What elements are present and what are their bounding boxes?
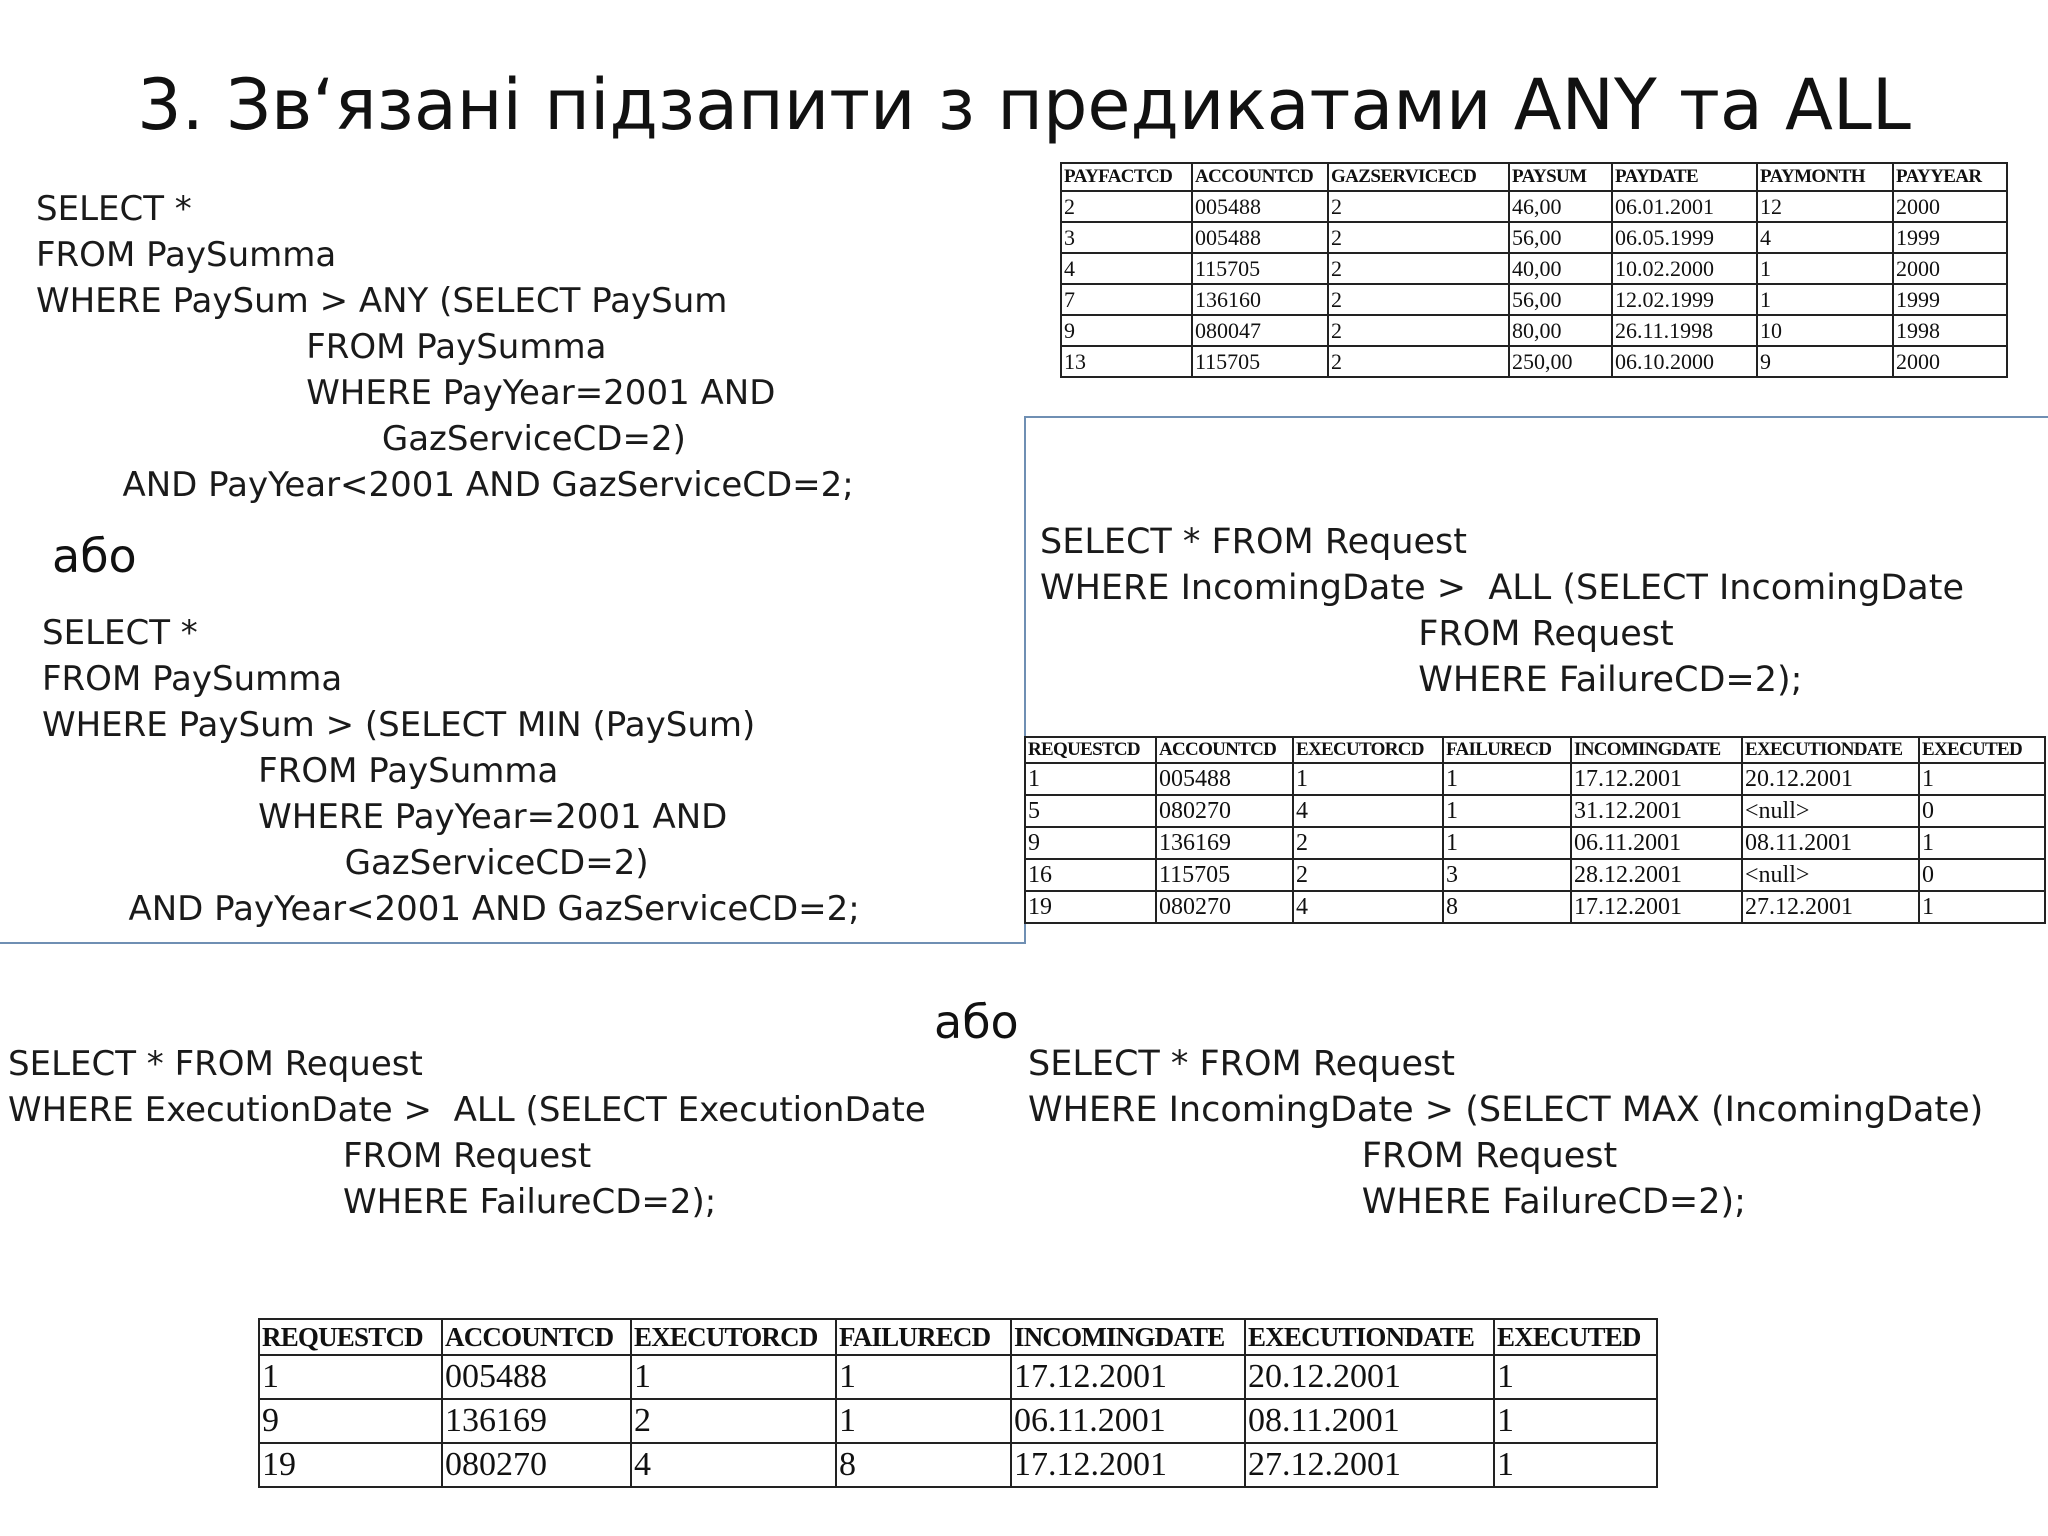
table-cell: 4 <box>631 1443 836 1487</box>
table-cell: 115705 <box>1192 253 1328 284</box>
table-cell: 005488 <box>1156 763 1293 795</box>
table-cell: 08.11.2001 <box>1742 827 1919 859</box>
table-cell: 06.10.2000 <box>1612 346 1757 377</box>
code-line: SELECT * FROM Request <box>8 1044 423 1084</box>
table-cell: 1 <box>1919 763 2045 795</box>
table-cell: 1 <box>631 1355 836 1399</box>
table-cell: 2000 <box>1893 346 2007 377</box>
code-line: FROM PaySumma <box>36 327 607 367</box>
table-cell: 1 <box>836 1399 1011 1443</box>
code-line: WHERE PayYear=2001 AND <box>36 373 776 413</box>
column-header: PAYSUM <box>1509 163 1612 191</box>
query-max <box>1028 1042 1983 1226</box>
column-header: EXECUTED <box>1494 1319 1657 1355</box>
table-cell: 1 <box>1494 1443 1657 1487</box>
table-cell: 9 <box>1025 827 1156 859</box>
table-cell: 3 <box>1061 222 1192 253</box>
column-header: REQUESTCD <box>1025 737 1156 763</box>
table-cell: 5 <box>1025 795 1156 827</box>
code-line: WHERE IncomingDate > ALL (SELECT IncomingDate <box>1040 568 1964 608</box>
table-cell: 06.11.2001 <box>1571 827 1742 859</box>
table-cell: 2 <box>1328 346 1509 377</box>
column-header: EXECUTIONDATE <box>1245 1319 1494 1355</box>
table-row <box>1061 222 2007 253</box>
table-cell: 136169 <box>1156 827 1293 859</box>
code-line: FROM PaySumma <box>42 659 343 699</box>
table-row <box>1025 859 2045 891</box>
code-line: WHERE IncomingDate > (SELECT MAX (IncomingDate) <box>1028 1090 1984 1130</box>
table-cell: 19 <box>259 1443 442 1487</box>
table-cell: 2 <box>1293 859 1443 891</box>
table-cell: 10 <box>1757 315 1893 346</box>
column-header: ACCOUNTCD <box>1156 737 1293 763</box>
table-cell: 40,00 <box>1509 253 1612 284</box>
code-line: FROM Request <box>8 1136 592 1176</box>
table-cell: 31.12.2001 <box>1571 795 1742 827</box>
table-cell: 06.11.2001 <box>1011 1399 1245 1443</box>
table-cell: 06.01.2001 <box>1612 191 1757 222</box>
code-line: WHERE FailureCD=2); <box>8 1182 717 1222</box>
table-row <box>1061 346 2007 377</box>
table-cell: 1 <box>1494 1355 1657 1399</box>
column-header: GAZSERVICECD <box>1328 163 1509 191</box>
table-cell: 080270 <box>442 1443 631 1487</box>
request-table-1 <box>1024 736 2046 924</box>
table-cell: 2000 <box>1893 191 2007 222</box>
table-cell: 4 <box>1757 222 1893 253</box>
table-cell: 2 <box>1328 222 1509 253</box>
table-cell: 17.12.2001 <box>1571 891 1742 923</box>
table-cell: 250,00 <box>1509 346 1612 377</box>
code-line: SELECT * <box>36 189 192 229</box>
table-cell: 56,00 <box>1509 284 1612 315</box>
table-cell: 20.12.2001 <box>1742 763 1919 795</box>
table-cell: 8 <box>836 1443 1011 1487</box>
table-cell: 17.12.2001 <box>1571 763 1742 795</box>
table-cell: 0 <box>1919 859 2045 891</box>
table-cell: 136169 <box>442 1399 631 1443</box>
table-cell: 1 <box>836 1355 1011 1399</box>
table-cell: 27.12.2001 <box>1245 1443 1494 1487</box>
column-header: EXECUTED <box>1919 737 2045 763</box>
code-line: FROM Request <box>1028 1136 1618 1176</box>
table-cell: 10.02.2000 <box>1612 253 1757 284</box>
table-cell: <null> <box>1742 859 1919 891</box>
table-row <box>259 1443 1657 1487</box>
table-cell: 136160 <box>1192 284 1328 315</box>
query-all-incoming <box>1040 518 1964 702</box>
table-header-row <box>259 1319 1657 1355</box>
code-line: AND PayYear<2001 AND GazServiceCD=2; <box>36 465 854 505</box>
code-line: WHERE ExecutionDate > ALL (SELECT ExecutionDate <box>8 1090 926 1130</box>
table-cell: 56,00 <box>1509 222 1612 253</box>
column-header: PAYMONTH <box>1757 163 1893 191</box>
slide-title: 3. Зв‘язані підзапити з предикатами ANY та ALL <box>137 64 1911 146</box>
table-cell: 080047 <box>1192 315 1328 346</box>
table-cell: 12 <box>1757 191 1893 222</box>
table-header-row <box>1061 163 2007 191</box>
table-cell: 2 <box>1328 284 1509 315</box>
request-table-2 <box>258 1318 1658 1488</box>
column-header: ACCOUNTCD <box>1192 163 1328 191</box>
table-cell: 0 <box>1919 795 2045 827</box>
table-cell: 17.12.2001 <box>1011 1355 1245 1399</box>
table-cell: 9 <box>1061 315 1192 346</box>
column-header: INCOMINGDATE <box>1571 737 1742 763</box>
code-line: GazServiceCD=2) <box>42 843 649 883</box>
table-cell: 12.02.1999 <box>1612 284 1757 315</box>
table-cell: 1 <box>1757 284 1893 315</box>
query-all-execution <box>8 1042 926 1226</box>
table-cell: 9 <box>259 1399 442 1443</box>
code-line: WHERE FailureCD=2); <box>1040 660 1803 700</box>
query-min <box>42 610 860 932</box>
table-cell: 2 <box>1061 191 1192 222</box>
table-cell: 2 <box>1328 315 1509 346</box>
table-cell: 2 <box>631 1399 836 1443</box>
column-header: INCOMINGDATE <box>1011 1319 1245 1355</box>
table-cell: 1 <box>1293 763 1443 795</box>
table-cell: 28.12.2001 <box>1571 859 1742 891</box>
query-any <box>36 186 854 508</box>
table-cell: 4 <box>1293 795 1443 827</box>
column-header: PAYDATE <box>1612 163 1757 191</box>
connector-or-1: або <box>52 529 137 583</box>
table-row <box>259 1355 1657 1399</box>
code-line: FROM Request <box>1040 614 1674 654</box>
table-cell: 80,00 <box>1509 315 1612 346</box>
code-line: WHERE PaySum > (SELECT MIN (PaySum) <box>42 705 756 745</box>
column-header: EXECUTIONDATE <box>1742 737 1919 763</box>
table-cell: 1 <box>1919 827 2045 859</box>
code-line: FROM PaySumma <box>42 751 559 791</box>
table-cell: 2 <box>1328 191 1509 222</box>
table-cell: 7 <box>1061 284 1192 315</box>
table-row <box>1061 191 2007 222</box>
table-cell: 005488 <box>442 1355 631 1399</box>
code-line: WHERE FailureCD=2); <box>1028 1182 1746 1222</box>
connector-or-2: або <box>934 995 1019 1049</box>
column-header: ACCOUNTCD <box>442 1319 631 1355</box>
paysumma-table <box>1060 162 2008 378</box>
table-cell: 1 <box>1494 1399 1657 1443</box>
table-cell: 1998 <box>1893 315 2007 346</box>
column-header: EXECUTORCD <box>1293 737 1443 763</box>
table-cell: <null> <box>1742 795 1919 827</box>
code-line: SELECT * FROM Request <box>1028 1044 1456 1084</box>
table-cell: 2 <box>1293 827 1443 859</box>
table-cell: 13 <box>1061 346 1192 377</box>
table-cell: 1 <box>1443 827 1571 859</box>
table-row <box>1061 315 2007 346</box>
table-cell: 9 <box>1757 346 1893 377</box>
table-cell: 3 <box>1443 859 1571 891</box>
table-cell: 08.11.2001 <box>1245 1399 1494 1443</box>
table-cell: 005488 <box>1192 191 1328 222</box>
table-cell: 4 <box>1061 253 1192 284</box>
table-cell: 080270 <box>1156 891 1293 923</box>
code-line: SELECT * FROM Request <box>1040 522 1468 562</box>
table-cell: 17.12.2001 <box>1011 1443 1245 1487</box>
table-cell: 06.05.1999 <box>1612 222 1757 253</box>
table-cell: 2 <box>1328 253 1509 284</box>
column-header: EXECUTORCD <box>631 1319 836 1355</box>
table-row <box>1025 795 2045 827</box>
column-header: FAILURECD <box>1443 737 1571 763</box>
code-line: WHERE PaySum > ANY (SELECT PaySum <box>36 281 728 321</box>
table-cell: 46,00 <box>1509 191 1612 222</box>
table-cell: 8 <box>1443 891 1571 923</box>
code-line: WHERE PayYear=2001 AND <box>42 797 728 837</box>
code-line: AND PayYear<2001 AND GazServiceCD=2; <box>42 889 860 929</box>
table-cell: 1 <box>259 1355 442 1399</box>
table-row <box>1025 827 2045 859</box>
table-cell: 080270 <box>1156 795 1293 827</box>
code-line: GazServiceCD=2) <box>36 419 686 459</box>
table-cell: 1999 <box>1893 222 2007 253</box>
table-row <box>1025 891 2045 923</box>
table-cell: 115705 <box>1156 859 1293 891</box>
table-cell: 1 <box>1025 763 1156 795</box>
column-header: PAYFACTCD <box>1061 163 1192 191</box>
code-line: FROM PaySumma <box>36 235 337 275</box>
table-row <box>1025 763 2045 795</box>
table-cell: 1 <box>1443 763 1571 795</box>
table-cell: 1999 <box>1893 284 2007 315</box>
table-row <box>259 1399 1657 1443</box>
table-header-row <box>1025 737 2045 763</box>
table-row <box>1061 253 2007 284</box>
table-cell: 005488 <box>1192 222 1328 253</box>
table-row <box>1061 284 2007 315</box>
table-cell: 19 <box>1025 891 1156 923</box>
table-cell: 27.12.2001 <box>1742 891 1919 923</box>
table-cell: 115705 <box>1192 346 1328 377</box>
table-cell: 26.11.1998 <box>1612 315 1757 346</box>
table-cell: 4 <box>1293 891 1443 923</box>
table-cell: 16 <box>1025 859 1156 891</box>
column-header: PAYYEAR <box>1893 163 2007 191</box>
code-line: SELECT * <box>42 613 198 653</box>
table-cell: 2000 <box>1893 253 2007 284</box>
table-cell: 1 <box>1443 795 1571 827</box>
column-header: REQUESTCD <box>259 1319 442 1355</box>
table-cell: 1 <box>1757 253 1893 284</box>
table-cell: 20.12.2001 <box>1245 1355 1494 1399</box>
column-header: FAILURECD <box>836 1319 1011 1355</box>
table-cell: 1 <box>1919 891 2045 923</box>
